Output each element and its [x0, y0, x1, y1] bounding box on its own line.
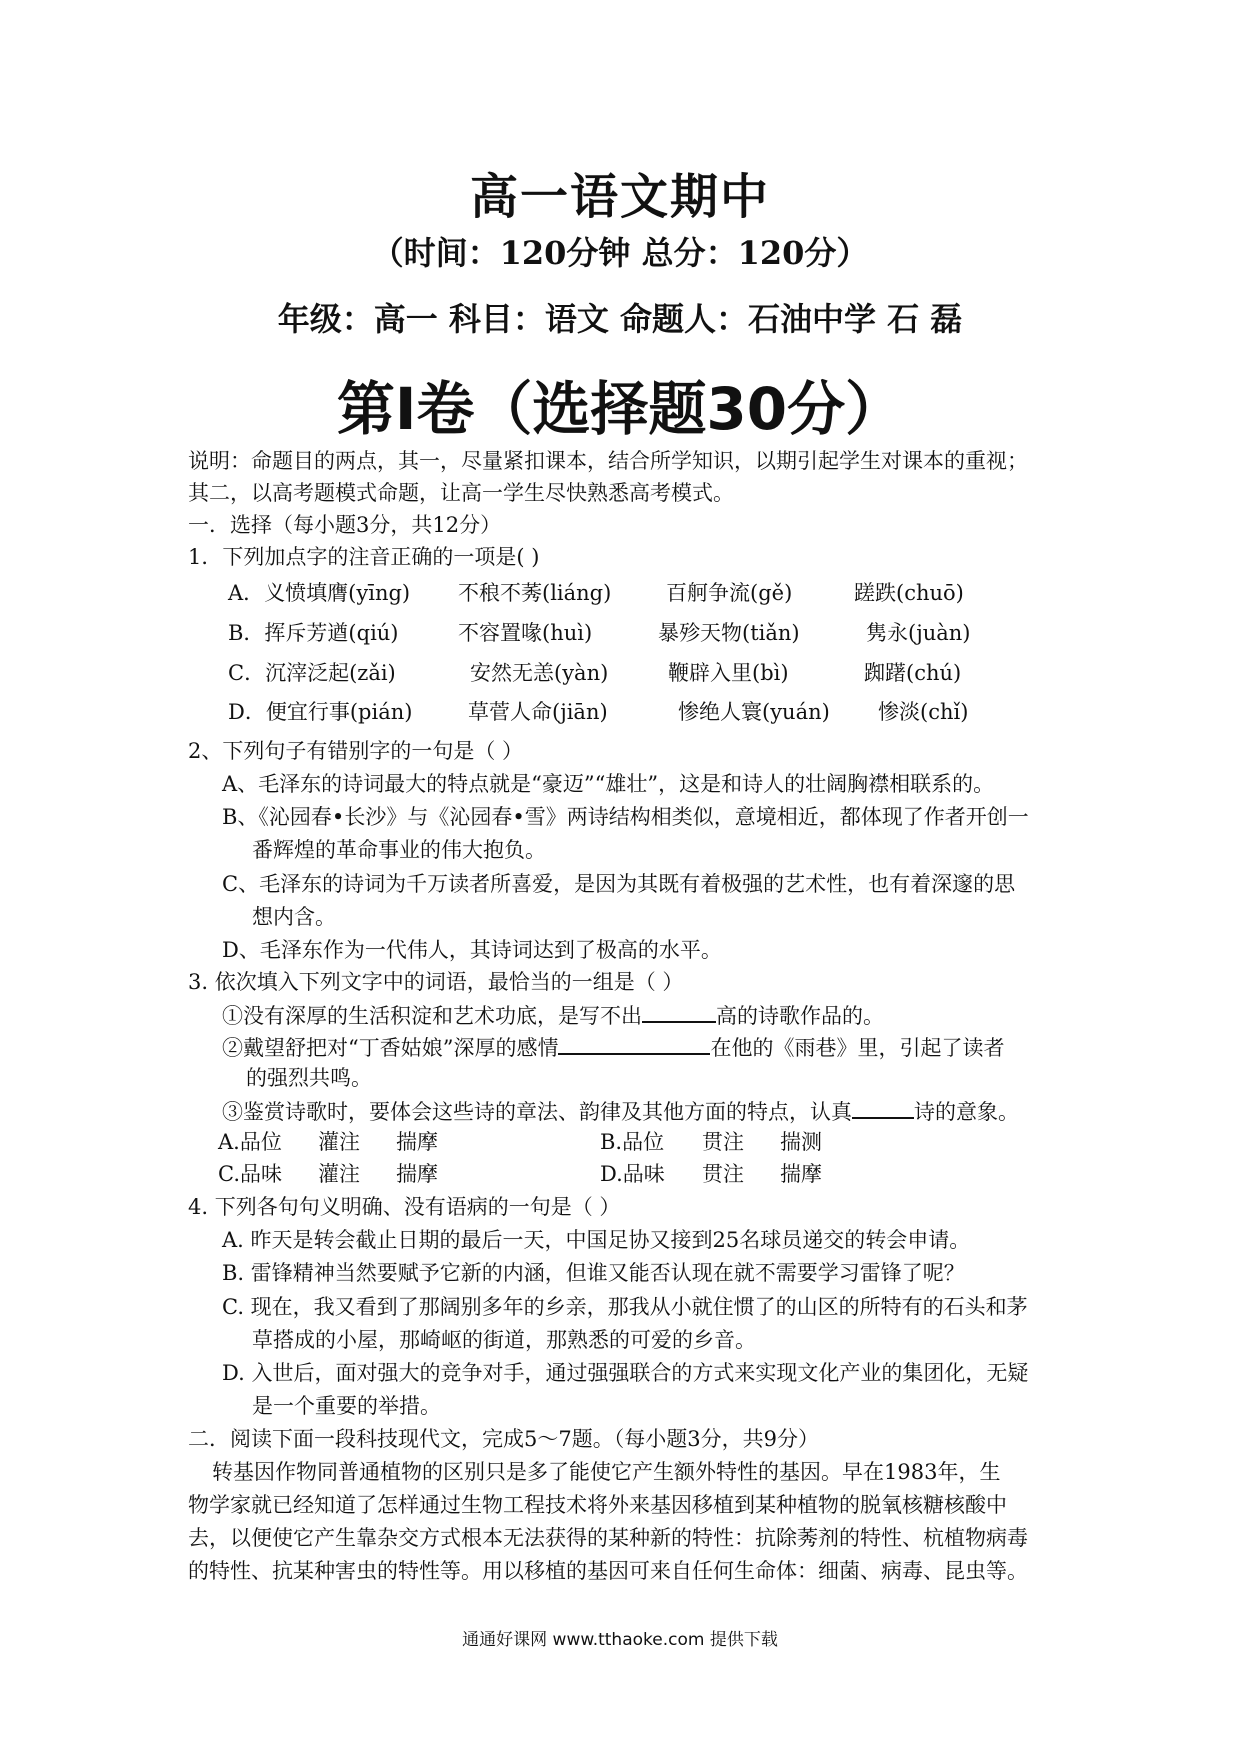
- footer-credit: 通通好课网 www.tthaoke.com 提供下载: [462, 1630, 778, 1650]
- q3-sentence-cont: 的强烈共鸣。: [246, 1066, 372, 1090]
- q3-option-item: 贯注: [702, 1130, 744, 1154]
- q4-option: B. 雷锋精神当然要赋予它新的内涵，但谁又能否认现在就不需要学习雷锋了呢？: [222, 1261, 965, 1285]
- q2-option: A、毛泽东的诗词最大的特点就是“豪迈”“雄壮”，这是和诗人的壮阔胸襟相联系的。: [222, 772, 995, 796]
- q1-option-item: C．沉滓泛起(zǎi): [228, 661, 396, 685]
- q1-option-item: 草菅人命(jiān): [468, 700, 608, 724]
- q3-sentence-text: 高的诗歌作品的。: [716, 1004, 884, 1028]
- q1-option-item: B．挥斥芳遒(qiú): [228, 621, 399, 645]
- q1-option-item: 隽永(juàn): [866, 621, 971, 645]
- part1-heading: 一．选择（每小题3分，共12分）: [188, 513, 502, 537]
- q4-option: A. 昨天是转会截止日期的最后一天，中国足协又接到25名球员递交的转会申请。: [222, 1228, 971, 1252]
- q3-option-item: C.品味: [218, 1162, 282, 1186]
- q1-option-item: 蹉跌(chuō): [854, 581, 964, 605]
- q1-option-item: 暴殄天物(tiǎn): [658, 621, 800, 645]
- q4-option: D. 入世后，面对强大的竞争对手，通过强强联合的方式来实现文化产业的集团化，无疑: [222, 1361, 1029, 1385]
- fill-blank: [558, 1031, 710, 1055]
- exam-meta: 年级：高一 科目：语文 命题人：石油中学 石 磊: [277, 300, 963, 338]
- q1-option-item: 不容置喙(huì): [458, 621, 593, 645]
- q3-option-item: 灌注: [318, 1130, 360, 1154]
- q2-option: C、毛泽东的诗词为千万读者所喜爱，是因为其既有着极强的艺术性，也有着深邃的思: [222, 872, 1016, 896]
- q1-stem: 1．下列加点字的注音正确的一项是( ): [188, 545, 540, 569]
- part2-heading: 二．阅读下面一段科技现代文，完成5～7题。（每小题3分，共9分）: [188, 1427, 819, 1451]
- q1-option-item: 惨绝人寰(yuán): [678, 700, 830, 724]
- q2-option-cont: 番辉煌的革命事业的伟大抱负。: [252, 838, 546, 862]
- q4-option-cont: 草搭成的小屋，那崎岖的街道，那熟悉的可爱的乡音。: [252, 1328, 756, 1352]
- q3-sentence-text: ②戴望舒把对“丁香姑娘”深厚的感情: [222, 1036, 559, 1060]
- q2-option: B、《沁园春•长沙》与《沁园春•雪》两诗结构相类似，意境相近，都体现了作者开创一: [222, 805, 1029, 829]
- exam-title: 高一语文期中: [469, 169, 770, 225]
- q3-sentence-text: 诗的意象。: [914, 1100, 1019, 1124]
- passage-line: 物学家就已经知道了怎样通过生物工程技术将外来基因移植到某种植物的脱氧核糖核酸中: [188, 1493, 1007, 1517]
- q4-option: C. 现在，我又看到了那阔别多年的乡亲，那我从小就住惯了的山区的所特有的石头和茅: [222, 1295, 1028, 1319]
- q3-option-item: 揣摩: [780, 1162, 822, 1186]
- passage-line: 去，以便使它产生靠杂交方式根本无法获得的某种新的特性：抗除莠剂的特性、杭植物病毒: [188, 1526, 1028, 1550]
- passage-line: 转基因作物同普通植物的区别只是多了能使它产生额外特性的基因。早在1983年，生: [212, 1460, 1001, 1484]
- q1-option-item: A．义愤填膺(yīng): [228, 581, 411, 605]
- q2-stem: 2、下列句子有错别字的一句是（ ）: [188, 739, 524, 763]
- intro-line: 其二，以高考题模式命题，让高一学生尽快熟悉高考模式。: [188, 481, 734, 505]
- q3-sentence-text: ③鉴赏诗歌时，要体会这些诗的章法、韵律及其他方面的特点，认真: [222, 1100, 852, 1124]
- q4-stem: 4. 下列各句句义明确、没有语病的一句是（ ）: [188, 1195, 621, 1219]
- fill-blank: [642, 999, 716, 1023]
- q3-option-item: 贯注: [702, 1162, 744, 1186]
- passage-line: 的特性、抗某种害虫的特性等。用以移植的基因可来自任何生命体：细菌、病毒、昆虫等。: [188, 1559, 1028, 1583]
- q3-sentence: [222, 999, 884, 1031]
- q1-option-item: 惨淡(chǐ): [878, 700, 969, 724]
- q1-option-item: 鞭辟入里(bì): [668, 661, 789, 685]
- q4-option-cont: 是一个重要的举措。: [252, 1394, 441, 1418]
- q3-sentence-text: 在他的《雨巷》里，引起了读者: [710, 1036, 1005, 1060]
- q1-option-item: 不稂不莠(liáng): [458, 581, 612, 605]
- q1-option-item: 百舸争流(gě): [666, 581, 793, 605]
- q3-option-item: B.品位: [600, 1130, 665, 1154]
- q1-option-item: D．便宜行事(pián): [228, 700, 413, 724]
- q1-option-item: 踟躇(chú): [864, 661, 962, 685]
- q2-option: D、毛泽东作为一代伟人，其诗词达到了极高的水平。: [222, 938, 722, 962]
- q3-option-item: 揣摩: [396, 1162, 438, 1186]
- fill-blank: [852, 1095, 914, 1119]
- q3-sentence-text: ①没有深厚的生活积淀和艺术功底，是写不出: [222, 1004, 642, 1028]
- q3-sentence: [222, 1031, 1004, 1063]
- q3-option-item: 揣测: [780, 1130, 822, 1154]
- q3-stem: 3. 依次填入下列文字中的词语，最恰当的一组是（ ）: [188, 970, 684, 994]
- q3-option-item: A.品位: [218, 1130, 282, 1154]
- time-info: （时间：120分钟 总分：120分）: [371, 234, 869, 272]
- q3-option-item: 灌注: [318, 1162, 360, 1186]
- q2-option-cont: 想内含。: [252, 905, 336, 929]
- q1-option-item: 安然无恙(yàn): [470, 661, 609, 685]
- q3-option-item: D.品味: [600, 1162, 665, 1186]
- q3-sentence: [222, 1095, 1019, 1127]
- intro-line: 说明：命题目的两点，其一，尽量紧扣课本，结合所学知识，以期引起学生对课本的重视；: [188, 449, 1028, 473]
- section-title: 第Ⅰ卷（选择题30分）: [336, 375, 904, 443]
- q3-option-item: 揣摩: [396, 1130, 438, 1154]
